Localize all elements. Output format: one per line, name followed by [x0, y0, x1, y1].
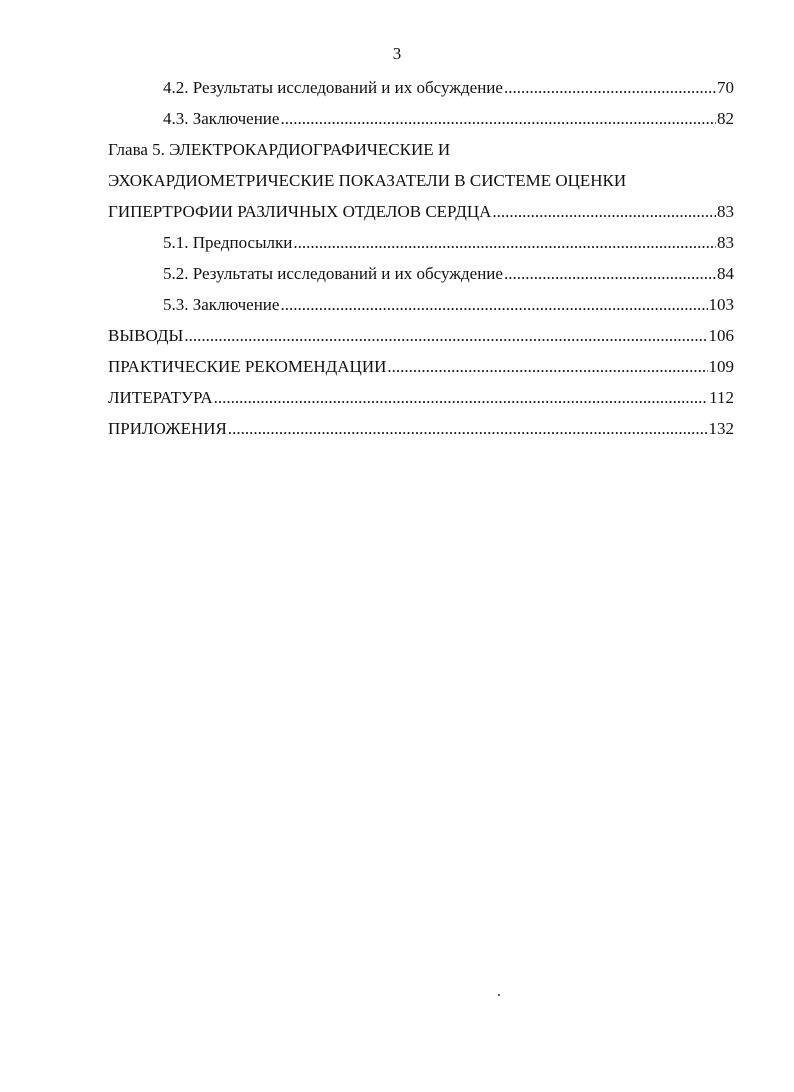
toc-entry-page: 83	[717, 233, 734, 252]
toc-entry-page: 132	[708, 419, 734, 438]
toc-entry-title: 4.2. Результаты исследований и их обсуждение	[163, 78, 503, 97]
toc-entry-title: 5.3. Заключение	[163, 295, 280, 314]
toc-entry-title: ПРИЛОЖЕНИЯ	[108, 419, 227, 438]
dot-leader	[504, 258, 716, 289]
toc-entry-page: 70	[717, 78, 734, 97]
toc-chapter-5-line-2: ЭХОКАРДИОМЕТРИЧЕСКИЕ ПОКАЗАТЕЛИ В СИСТЕМЕ ОЦЕНКИ	[108, 171, 627, 190]
toc-entry-title: ВЫВОДЫ	[108, 326, 184, 345]
toc-entry-title: 4.3. Заключение	[163, 109, 280, 128]
toc-entry-title: 5.2. Результаты исследований и их обсуждение	[163, 264, 503, 283]
toc-entry-5-1	[108, 227, 734, 258]
toc-entry-literature	[108, 382, 734, 413]
dot-leader	[184, 320, 707, 351]
dot-leader	[214, 382, 709, 413]
toc-entry-4-2	[108, 72, 734, 103]
dot-leader	[280, 103, 716, 134]
toc-entry-appendices	[108, 413, 734, 444]
toc-entry-title: ПРАКТИЧЕСКИЕ РЕКОМЕНДАЦИИ	[108, 357, 387, 376]
table-of-contents	[108, 72, 734, 444]
toc-entry-page: 84	[717, 264, 734, 283]
dot-leader	[492, 196, 716, 227]
toc-entry-page: 109	[708, 357, 734, 376]
toc-entry-page: 106	[708, 326, 734, 345]
toc-entry-title: ЛИТЕРАТУРА	[108, 388, 213, 407]
toc-entry-page: 83	[717, 202, 734, 221]
dot-leader	[504, 72, 716, 103]
toc-entry-page: 112	[709, 388, 734, 407]
toc-entry-recommendations	[108, 351, 734, 382]
toc-chapter-5-line-3	[108, 196, 734, 227]
toc-entry-5-2	[108, 258, 734, 289]
dot-leader	[280, 289, 707, 320]
dot-leader	[293, 227, 716, 258]
toc-entry-page: 103	[708, 295, 734, 314]
toc-entry-page: 82	[717, 109, 734, 128]
dot-leader	[228, 413, 708, 444]
toc-chapter-5-line-1: Глава 5. ЭЛЕКТРОКАРДИОГРАФИЧЕСКИЕ И	[108, 140, 451, 159]
toc-entry-conclusions	[108, 320, 734, 351]
toc-entry-title: 5.1. Предпосылки	[163, 233, 293, 252]
toc-entry-title: ГИПЕРТРОФИИ РАЗЛИЧНЫХ ОТДЕЛОВ СЕРДЦА	[108, 202, 492, 221]
scan-speck	[498, 994, 500, 996]
toc-entry-4-3	[108, 103, 734, 134]
dot-leader	[387, 351, 707, 382]
toc-entry-5-3	[108, 289, 734, 320]
page-number: 3	[392, 44, 402, 63]
